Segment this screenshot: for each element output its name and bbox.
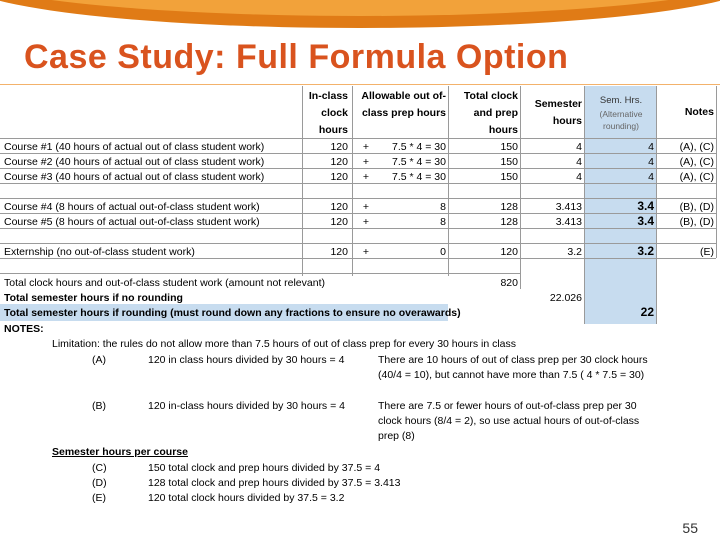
row-semester: 3.413 xyxy=(555,216,582,228)
note-text: 120 in-class hours divided by 30 hours = 4 xyxy=(148,400,345,412)
note-explanation: There are 7.5 or fewer hours of out-of-class prep per 30 xyxy=(378,400,637,412)
row-total: 150 xyxy=(500,156,518,168)
row-prep: 7.5 * 4 = 30 xyxy=(391,171,446,183)
row-total: 150 xyxy=(500,141,518,153)
row-total: 128 xyxy=(500,216,518,228)
row-label: Course #4 (8 hours of actual out-of-class student work) xyxy=(4,201,260,213)
row-prep: 7.5 * 4 = 30 xyxy=(391,141,446,153)
row-total: 120 xyxy=(500,246,518,258)
row-label: Course #3 (40 hours of actual out of class student work) xyxy=(4,171,265,183)
title-divider xyxy=(0,84,720,85)
note-key: (C) xyxy=(92,462,107,474)
note-key: (D) xyxy=(92,477,107,489)
row-semester: 3.413 xyxy=(555,201,582,213)
row-alt: 3.4 xyxy=(637,199,654,213)
row-notes: (A), (C) xyxy=(679,171,714,183)
page-number: 55 xyxy=(682,520,698,536)
grid-line xyxy=(656,86,657,324)
note-text: 120 in class hours divided by 30 hours = 4 xyxy=(148,354,345,366)
row-semester: 4 xyxy=(576,141,582,153)
row-total: 128 xyxy=(500,201,518,213)
note-text: 120 total clock hours divided by 37.5 = 3.2 xyxy=(148,492,345,504)
note-text: 150 total clock and prep hours divided by 37.5 = 4 xyxy=(148,462,381,474)
row-inclass: 120 xyxy=(330,171,348,183)
header-banner xyxy=(0,0,720,32)
row-total: 150 xyxy=(500,171,518,183)
note-key: (B) xyxy=(92,400,106,412)
header-prep: Allowable out of-class prep hours xyxy=(361,90,446,119)
row-notes: (B), (D) xyxy=(679,216,714,228)
total-sem-no-round-value: 22.026 xyxy=(549,292,582,304)
limitation-note: Limitation: the rules do not allow more than 7.5 hours of out of class prep for every 30 hours in class xyxy=(52,338,516,350)
total-clock-label: Total clock hours and out-of-class student work (amount not relevant) xyxy=(4,277,325,289)
row-label: Course #1 (40 hours of actual out of class student work) xyxy=(4,141,265,153)
row-prep: 8 xyxy=(440,201,446,213)
note-explanation: clock hours (8/4 = 2), so use actual hours of out-of-class xyxy=(378,415,640,427)
row-alt: 4 xyxy=(648,141,654,153)
row-notes: (A), (C) xyxy=(679,156,714,168)
note-key: (E) xyxy=(92,492,106,504)
grid-line xyxy=(0,138,716,139)
row-inclass: 120 xyxy=(330,246,348,258)
slide-title: Case Study: Full Formula Option xyxy=(24,38,569,76)
row-op: + xyxy=(362,171,370,183)
grid-line xyxy=(0,168,716,169)
row-semester: 3.2 xyxy=(567,246,582,258)
row-op: + xyxy=(362,246,370,258)
row-op: + xyxy=(362,156,370,168)
row-notes: (B), (D) xyxy=(679,201,714,213)
total-sem-round-value: 22 xyxy=(640,305,654,319)
row-prep: 7.5 * 4 = 30 xyxy=(391,156,446,168)
row-label: Course #5 (8 hours of actual out-of-class student work) xyxy=(4,216,260,228)
header-alt-rounding: (Alternative rounding) xyxy=(599,109,643,131)
total-sem-round-label: Total semester hours if rounding (must round down any fractions to ensure no overawards) xyxy=(4,307,461,319)
grid-line xyxy=(0,273,520,274)
row-alt: 4 xyxy=(648,156,654,168)
row-semester: 4 xyxy=(576,171,582,183)
header-semester: Semester hours xyxy=(534,98,582,127)
header-total: Total clock and prep hours xyxy=(463,90,518,136)
grid-line xyxy=(584,86,585,324)
row-prep: 0 xyxy=(440,246,446,258)
row-alt: 3.2 xyxy=(637,244,654,258)
row-inclass: 120 xyxy=(330,156,348,168)
note-key: (A) xyxy=(92,354,106,366)
row-alt: 3.4 xyxy=(637,214,654,228)
row-label: Externship (no out-of-class student work) xyxy=(4,246,195,258)
row-inclass: 120 xyxy=(330,141,348,153)
grid-line xyxy=(0,183,716,184)
grid-line xyxy=(0,228,716,229)
note-explanation: prep (8) xyxy=(378,430,415,442)
row-notes: (E) xyxy=(700,246,714,258)
row-semester: 4 xyxy=(576,156,582,168)
note-explanation: (40/4 = 10), but cannot have more than 7.5 ( 4 * 7.5 = 30) xyxy=(378,369,645,381)
grid-line xyxy=(0,198,716,199)
row-inclass: 120 xyxy=(330,201,348,213)
header-notes: Notes xyxy=(684,106,714,118)
row-op: + xyxy=(362,141,370,153)
semester-hours-heading: Semester hours per course xyxy=(52,446,188,458)
grid-line xyxy=(0,243,716,244)
grid-line xyxy=(352,86,353,276)
notes-heading: NOTES: xyxy=(4,323,44,335)
header-inclass: In-class clock hours xyxy=(308,90,348,136)
row-op: + xyxy=(362,201,370,213)
note-explanation: There are 10 hours of out of class prep per 30 clock hours xyxy=(378,354,648,366)
grid-line xyxy=(716,86,717,258)
row-alt: 4 xyxy=(648,171,654,183)
total-sem-no-round-label: Total semester hours if no rounding xyxy=(4,292,183,304)
header-sem-hrs: Sem. Hrs. xyxy=(599,95,643,106)
row-prep: 8 xyxy=(440,216,446,228)
note-text: 128 total clock and prep hours divided by 37.5 = 3.413 xyxy=(148,477,401,489)
row-notes: (A), (C) xyxy=(679,141,714,153)
grid-line xyxy=(448,86,449,276)
total-clock-value: 820 xyxy=(500,277,518,289)
grid-line xyxy=(0,213,716,214)
spreadsheet xyxy=(0,86,720,526)
row-inclass: 120 xyxy=(330,216,348,228)
row-label: Course #2 (40 hours of actual out of class student work) xyxy=(4,156,265,168)
grid-line xyxy=(0,153,716,154)
grid-line xyxy=(0,258,716,259)
row-op: + xyxy=(362,216,370,228)
